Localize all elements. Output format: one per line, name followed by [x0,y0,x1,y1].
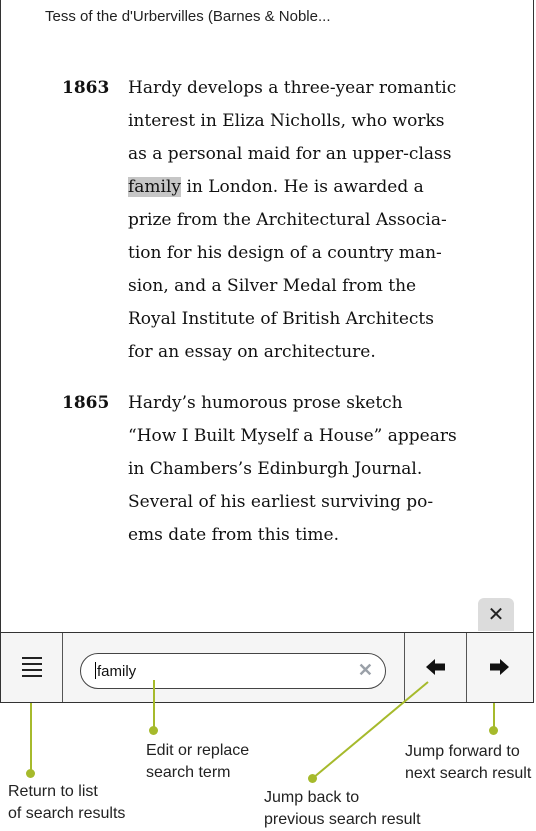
text-line: in Chambers’s Edinburgh Journal. [128,459,423,479]
text-line: as a personal maid for an upper-class [128,144,452,164]
callout-line-text: Jump back to [264,789,360,806]
text-line: sion, and a Silver Medal from the [128,276,417,296]
close-icon: ✕ [487,604,505,626]
clear-icon[interactable]: ✕ [357,660,373,680]
callout-prev-label [264,787,421,831]
callout-line-text: next search result [405,765,532,782]
callout-dot [489,726,498,735]
callout-line-text: previous search result [264,811,421,828]
text-line: Hardy develops a three-year romantic [128,78,457,98]
text-line: tion for his design of a country man- [128,243,442,263]
book-title: Tess of the d'Urbervilles (Barnes & Noble... [45,8,331,25]
entry-year: 1865 [62,393,110,413]
text-line: ems date from this time. [128,525,339,545]
text-line: prize from the Architectural Associa- [128,210,447,230]
callout-line-text: search term [146,764,231,781]
callout-line-text: of search results [8,805,126,822]
text-line: for an essay on architecture. [128,342,376,362]
text-line: “How I Built Myself a House” appears [128,426,457,446]
callout-dot [308,774,317,783]
text-line: Hardy’s humorous prose sketch [128,393,403,413]
callout-line-text: Return to list [8,783,98,800]
callout-line-text: Jump forward to [405,743,520,760]
callout-line-text: Edit or replace [146,742,250,759]
callout-next-label [405,741,531,785]
search-term: family [97,663,137,680]
search-highlight[interactable]: family [128,177,182,197]
entry-year: 1863 [62,78,110,98]
text-line: Several of his earliest surviving po- [128,492,434,512]
text-line: interest in Eliza Nicholls, who works [128,111,445,131]
text-line: Royal Institute of British Architects [128,309,434,329]
text-fragment: in London. He is awarded a [186,177,424,197]
